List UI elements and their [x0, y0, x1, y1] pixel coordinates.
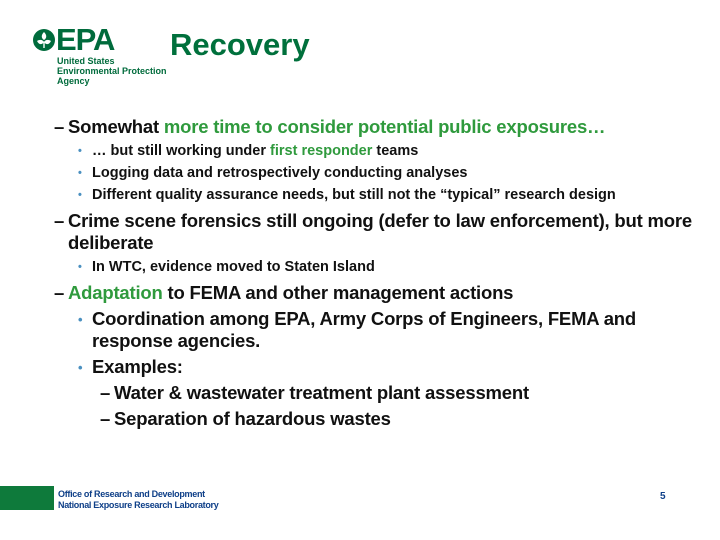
logo-sub-line-3: Agency [57, 76, 90, 86]
bullet-dot-icon: • [78, 360, 83, 375]
dash-marker: – [100, 408, 111, 429]
bullet-1-1-text [78, 142, 698, 160]
bullet-3-2-2-text: Separation of hazardous wastes [114, 408, 391, 429]
slide-title: Recovery [170, 27, 310, 62]
bullet-3-highlight: Adaptation [68, 282, 163, 303]
bullet-1-1 [78, 142, 698, 160]
footer-org [58, 489, 218, 511]
bullet-3 [54, 282, 714, 304]
footer-line-2: National Exposure Research Laboratory [58, 500, 219, 510]
bullet-1-pre: Somewhat [68, 116, 164, 137]
bullet-1-2-text: Logging data and retrospectively conducting analyses [92, 165, 468, 181]
bullet-1-3-text: Different quality assurance needs, but still not the “typical” research design [92, 187, 616, 203]
bullet-2 [54, 210, 714, 254]
bullet-1 [54, 116, 714, 138]
bullet-3-1-text: Coordination among EPA, Army Corps of Engineers, FEMA and response agencies. [92, 308, 636, 351]
dash-marker: – [54, 116, 65, 137]
bullet-2-1-text: In WTC, evidence moved to Staten Island [92, 259, 375, 275]
epa-flower-icon [32, 28, 56, 52]
bullet-2-1 [78, 258, 698, 276]
bullet-1-highlight: more time to consider potential public exposures… [163, 116, 606, 137]
bullet-3-2-1-text: Water & wastewater treatment plant assessment [114, 382, 529, 403]
bullet-3-post: to FEMA and other management actions [162, 282, 514, 303]
bullet-1-1-pre: … but still working under [92, 143, 271, 159]
bullet-1-text [54, 116, 714, 138]
logo-sub-line-2: Environmental Protection [57, 66, 167, 76]
logo-wordmark: EPA [56, 22, 115, 57]
bullet-1-3 [78, 186, 698, 204]
bullet-1-2 [78, 164, 698, 182]
bullet-3-2-2 [100, 408, 700, 430]
bullet-3-2-text: Examples: [92, 356, 183, 377]
slide-content [0, 114, 720, 430]
bullet-3-1 [78, 308, 698, 352]
bullet-1-1-post: teams [372, 143, 419, 159]
logo-sub-line-1: United States [57, 56, 115, 66]
bullet-dot-icon: • [78, 261, 82, 273]
bullet-3-2 [78, 356, 698, 378]
bullet-dot-icon: • [78, 189, 82, 201]
page-number: 5 [660, 491, 666, 502]
footer-green-bar [0, 486, 54, 510]
bullet-2-text: Crime scene forensics still ongoing (defer to law enforcement), but more deliberate [68, 210, 692, 253]
bullet-3-2-1 [100, 382, 700, 404]
dash-marker: – [54, 282, 65, 303]
dash-marker: – [100, 382, 111, 403]
bullet-dot-icon: • [78, 167, 82, 179]
bullet-dot-icon: • [78, 312, 83, 327]
epa-logo [32, 22, 172, 96]
bullet-1-1-highlight: first responder [270, 143, 373, 159]
bullet-3-text [54, 282, 714, 304]
dash-marker: – [54, 210, 65, 231]
bullet-dot-icon: • [78, 145, 82, 157]
footer-line-1: Office of Research and Development [58, 489, 205, 499]
